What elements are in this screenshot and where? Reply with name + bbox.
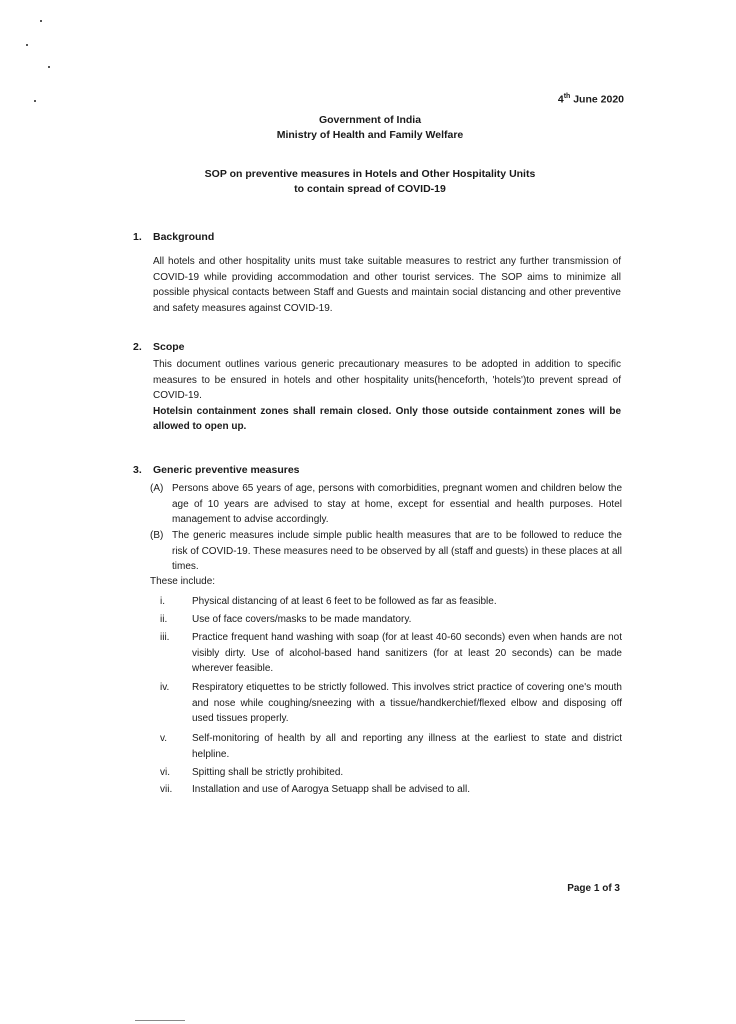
list-item: vii. Installation and use of Aarogya Setuapp shall be advised to all. — [160, 784, 470, 795]
list-item: i. Physical distancing of at least 6 feet to be followed as far as feasible. — [160, 596, 497, 607]
org-name: Government of India — [318, 114, 422, 126]
ministry-name: Ministry of Health and Family Welfare — [276, 129, 464, 141]
page-number: Page 1 of 3 — [567, 883, 620, 894]
list-item: vi. Spitting shall be strictly prohibited. — [160, 767, 344, 778]
scan-speck — [48, 66, 50, 68]
section-heading-background: 1. Background — [133, 231, 215, 243]
scan-speck — [40, 20, 42, 22]
subitem-a: (A) Persons above 65 years of age, persons with comorbidities, pregnant women and children below the age of 10 years are advised to stay at home, except for essential and health purposes. Hotel management to advise accordingly. — [150, 483, 622, 525]
document-title-line2: to contain spread of COVID-19 — [294, 183, 446, 195]
document-title: SOP on preventive measures in Hotels and Other Hospitality Units — [204, 168, 536, 180]
list-intro: These include: — [150, 576, 216, 587]
scan-edge-line — [135, 1020, 185, 1021]
scope-paragraph: This document outlines various generic precautionary measures to be adopted in addition to specific measures to be ensured in hotels and other hospitality units(henceforth, 'hotels')to prevent spread of COVID-19. Hotelsin containment zones shall remain closed. Only those outside containment zones will be allowed to open up. — [153, 359, 621, 432]
scan-speck — [34, 100, 36, 102]
section-heading-generic-measures: 3. Generic preventive measures — [133, 464, 300, 476]
background-paragraph: All hotels and other hospitality units must take suitable measures to restrict any further transmission of COVID-19 while providing accommodation and other tourist services. The SOP aims to minimize all possible physical contacts between Staff and Guests and maintain social distancing and other preventive and safety measures against COVID-19. — [153, 256, 621, 314]
subitem-b: (B) The generic measures include simple public health measures that are to be followed to reduce the risk of COVID-19. These measures need to be observed by all (staff and guests) in these places at all times. — [150, 530, 622, 572]
list-item: ii. Use of face covers/masks to be made mandatory. — [160, 614, 412, 625]
section-heading-scope: 2. Scope — [133, 341, 185, 353]
list-item: iii. Practice frequent hand washing with soap (for at least 40-60 seconds) even when hands are not visibly dirty. Use of alcohol-based hand sanitizers (for at least 20 seconds) can be made wherever feasible. — [160, 632, 622, 674]
list-item: v. Self-monitoring of health by all and reporting any illness at the earliest to state and district helpline. — [160, 733, 622, 760]
list-item: iv. Respiratory etiquettes to be strictly followed. This involves strict practice of covering one's mouth and nose while coughing/sneezing with a tissue/handkerchief/flexed elbow and disposing off used tissues properly. — [160, 682, 622, 724]
document-date: 4th June 2020 — [557, 93, 624, 106]
scan-speck — [26, 44, 28, 46]
scope-bold-note: Hotelsin containment zones shall remain closed. Only those outside containment zones will be allowed to open up. — [153, 405, 621, 432]
